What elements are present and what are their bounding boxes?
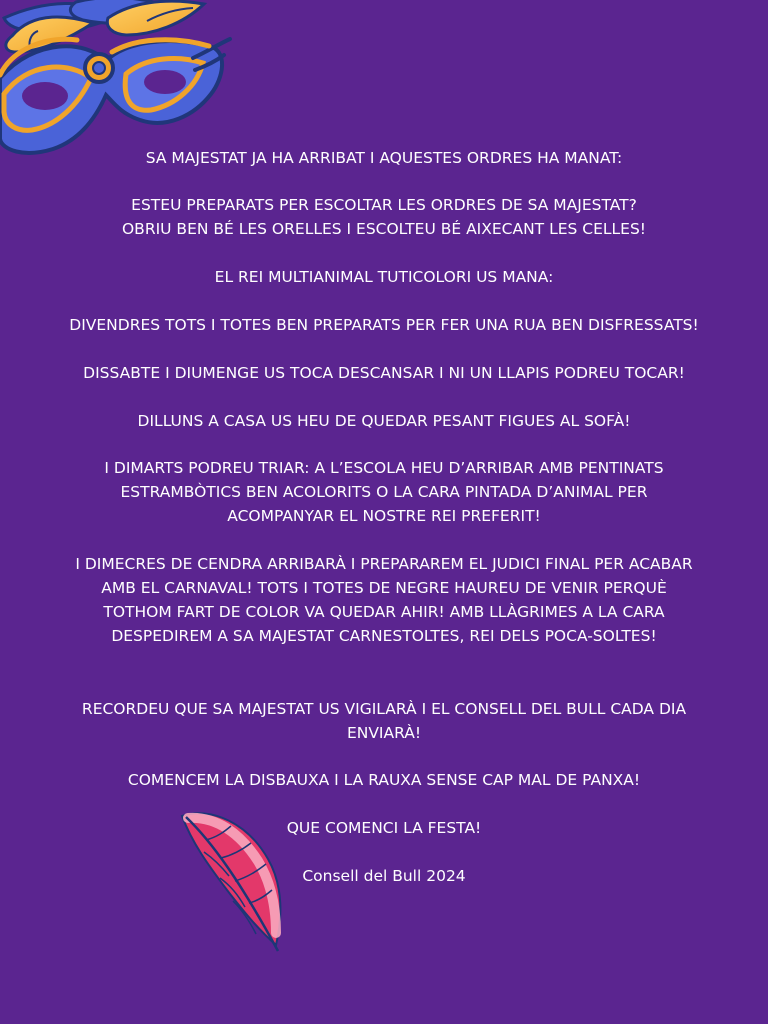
- wednesday-line-4: DESPEDIREM A SA MAJESTAT CARNESTOLTES, REI DELS POCA-SOLTES!: [111, 627, 657, 645]
- party-line: QUE COMENCI LA FESTA!: [286, 819, 482, 837]
- tuesday-stanza: [48, 456, 720, 528]
- carnival-mask-icon: [0, 0, 240, 160]
- monday-stanza: [48, 409, 720, 433]
- weekend-stanza: [48, 361, 720, 385]
- monday-line: DILLUNS A CASA US HEU DE QUEDAR PESANT FIGUES AL SOFÀ!: [137, 412, 631, 430]
- wednesday-stanza: [48, 552, 720, 648]
- king-stanza: [48, 265, 720, 289]
- friday-stanza: [48, 313, 720, 337]
- wednesday-line-2: AMB EL CARNAVAL! TOTS I TOTES DE NEGRE HAUREU DE VENIR PERQUÈ: [101, 579, 667, 597]
- chaos-stanza: [48, 768, 720, 792]
- wednesday-line-1: I DIMECRES DE CENDRA ARRIBARÀ I PREPARAREM EL JUDICI FINAL PER ACABAR: [75, 555, 693, 573]
- tuesday-line-1: I DIMARTS PODREU TRIAR: A L’ESCOLA HEU D’ARRIBAR AMB PENTINATS: [104, 459, 664, 477]
- remember-stanza: [48, 697, 720, 745]
- signature: [48, 864, 720, 888]
- king-line: EL REI MULTIANIMAL TUTICOLORI US MANA:: [214, 268, 554, 286]
- question-stanza: [48, 193, 720, 241]
- wednesday-line-3: TOTHOM FART DE COLOR VA QUEDAR AHIR! AMB LLÀGRIMES A LA CARA: [103, 603, 665, 621]
- remember-line-1: RECORDEU QUE SA MAJESTAT US VIGILARÀ I EL CONSELL DEL BULL CADA DIA: [81, 700, 687, 718]
- question-line-2: OBRIU BEN BÉ LES ORELLES I ESCOLTEU BÉ AIXECANT LES CELLES!: [121, 220, 646, 238]
- intro-line: SA MAJESTAT JA HA ARRIBAT I AQUESTES ORDRES HA MANAT:: [145, 149, 623, 167]
- question-line-1: ESTEU PREPARATS PER ESCOLTAR LES ORDRES DE SA MAJESTAT?: [131, 196, 637, 214]
- tuesday-line-3: ACOMPANYAR EL NOSTRE REI PREFERIT!: [227, 507, 541, 525]
- intro-text: [48, 146, 720, 170]
- signature-line: Consell del Bull 2024: [302, 867, 466, 885]
- party-stanza: [48, 816, 720, 840]
- friday-line: DIVENDRES TOTS I TOTES BEN PREPARATS PER FER UNA RUA BEN DISFRESSATS!: [69, 316, 699, 334]
- tuesday-line-2: ESTRAMBÒTICS BEN ACOLORITS O LA CARA PINTADA D’ANIMAL PER: [120, 483, 648, 501]
- chaos-line: COMENCEM LA DISBAUXA I LA RAUXA SENSE CAP MAL DE PANXA!: [127, 771, 641, 789]
- weekend-line: DISSABTE I DIUMENGE US TOCA DESCANSAR I NI UN LLAPIS PODREU TOCAR!: [83, 364, 685, 382]
- remember-line-2: ENVIARÀ!: [346, 724, 422, 742]
